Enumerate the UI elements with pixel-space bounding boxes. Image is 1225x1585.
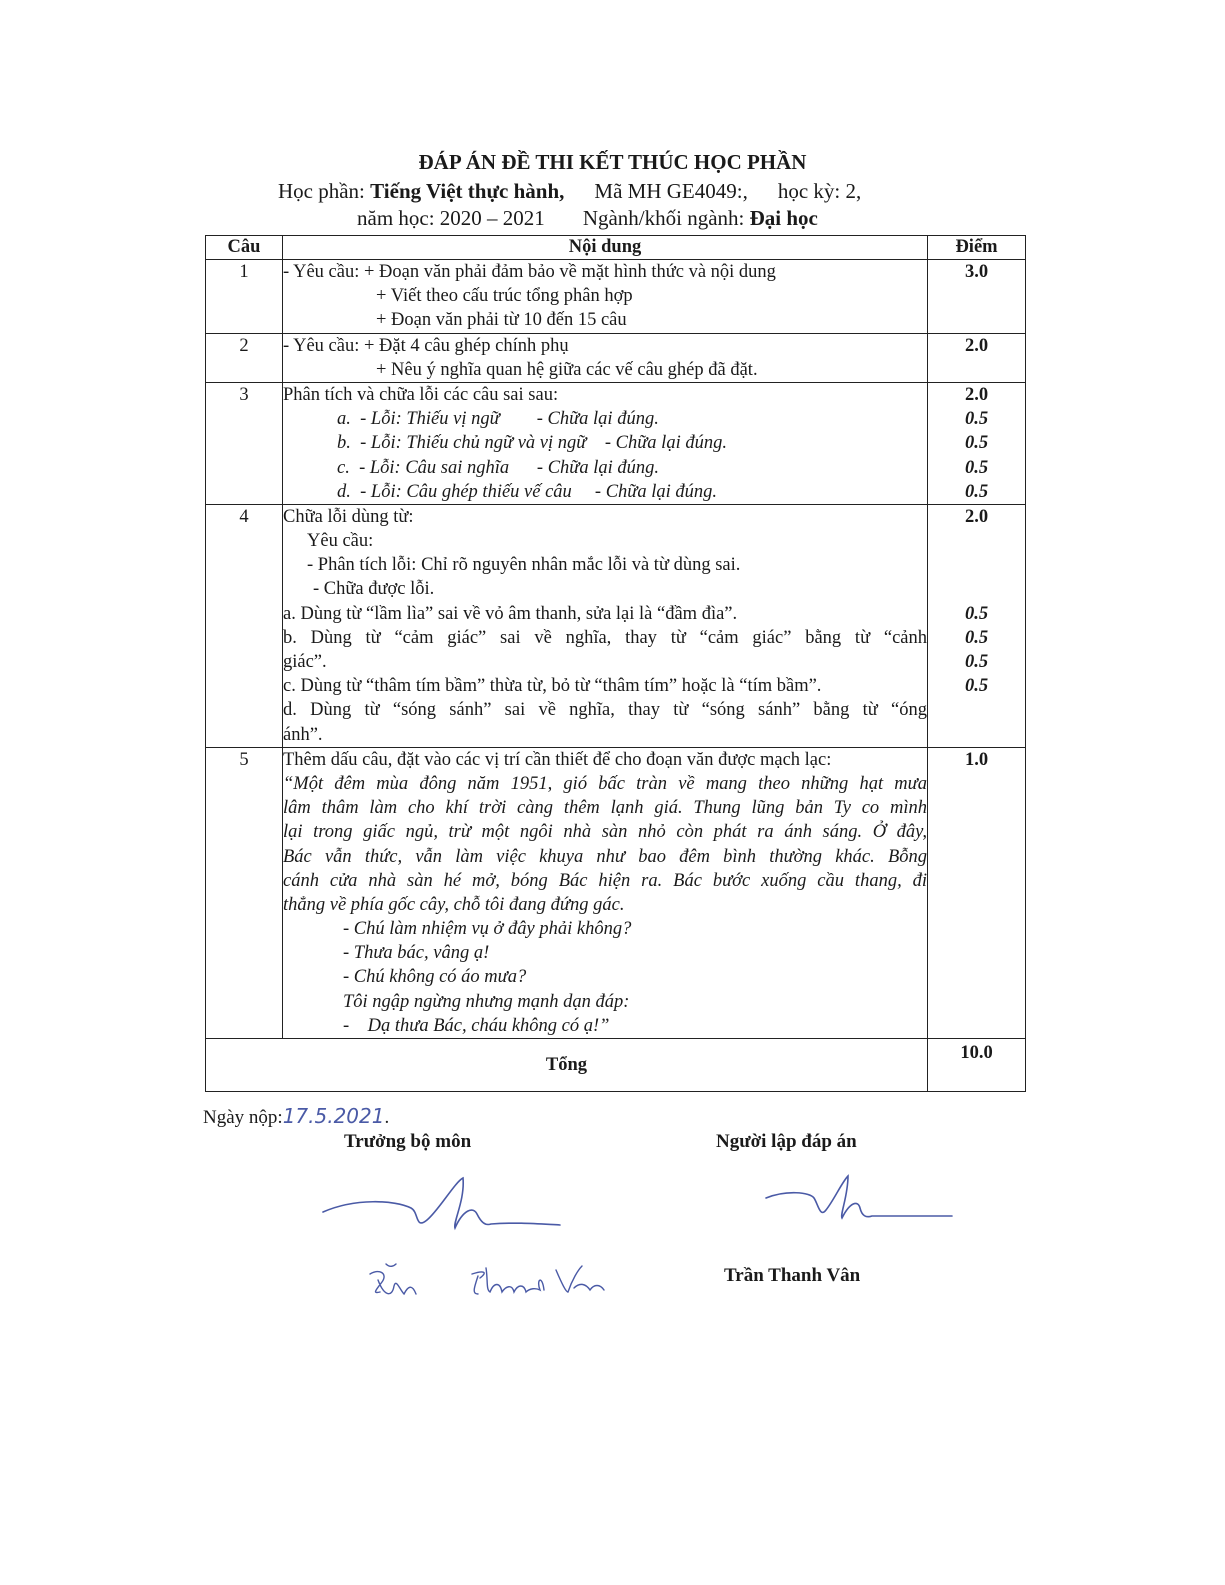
content-line: + Nêu ý nghĩa quan hệ giữa các vế câu ghép đã đặt. (376, 359, 758, 380)
content-line: Bác vẫn thức, vẫn làm việc khuya như bao đêm bình thường khác. Bỗng (283, 846, 927, 867)
date-value-handwritten: 17.5.2021 (282, 1104, 385, 1128)
author-title: Người lập đáp án (716, 1131, 857, 1152)
content-line: - Chú làm nhiệm vụ ở đây phải không? (343, 919, 632, 940)
content-line: - Dạ thưa Bác, cháu không có ạ!” (343, 1015, 610, 1036)
major-value: Đại học (749, 206, 818, 230)
question-score (928, 382, 1026, 504)
content-line: lâm thâm làm cho khí trời càng thêm lạnh giá. Thung lũng bản Ty co mình (283, 798, 927, 819)
question-number: 5 (206, 747, 283, 1038)
department-head-name-handwritten (360, 1260, 620, 1310)
content-line: Phân tích và chữa lỗi các câu sai sau: (283, 384, 559, 405)
content-line: c. Dùng từ “thâm tím bầm” thừa từ, bỏ từ “thâm tím” hoặc là “tím bầm”. (283, 676, 822, 697)
subject-name: Tiếng Việt thực hành, (370, 179, 565, 203)
header-question: Câu (206, 236, 283, 260)
content-line: - Chữa được lỗi. (313, 579, 435, 600)
content-line: Chữa lỗi dùng từ: (283, 506, 414, 527)
score-value: 1.0 (964, 749, 989, 770)
answer-table (205, 235, 1026, 1092)
score-value: 2.0 (964, 384, 989, 405)
table-row (206, 382, 1026, 504)
score-value: 2.0 (964, 506, 989, 527)
sub-score: 0.5 (964, 481, 989, 502)
department-head-title: Trưởng bộ môn (344, 1131, 472, 1152)
question-content (283, 333, 928, 382)
content-line: lại trong giấc ngủ, trừ một ngôi nhà sàn nhỏ còn phát ra ánh sáng. Ở đây, (283, 822, 927, 843)
date-label: Ngày nộp: (203, 1107, 283, 1128)
school-year: năm học: 2020 – 2021 (357, 206, 545, 230)
content-line: + Viết theo cấu trúc tổng phân hợp (376, 286, 633, 307)
score-value: 3.0 (964, 262, 989, 282)
sub-score: 0.5 (964, 433, 989, 454)
content-line: “Một đêm mùa đông năm 1951, gió bấc tràn về mang theo những hạt mưa (283, 773, 927, 794)
semester: học kỳ: 2, (777, 179, 862, 203)
table-header-row (206, 236, 1026, 260)
question-number: 3 (206, 382, 283, 504)
table-row (206, 260, 1026, 334)
course-code: Mã MH GE4049:, (594, 179, 748, 203)
content-line: b. Dùng từ “cảm giác” sai về nghĩa, thay từ “cảm giác” bằng từ “cảnh (283, 627, 927, 648)
table-row (206, 504, 1026, 747)
question-content (283, 747, 928, 1038)
year-line (357, 206, 818, 231)
sub-score: 0.5 (964, 652, 989, 672)
sub-score: 0.5 (964, 676, 989, 697)
sub-score: 0.5 (964, 627, 989, 648)
content-line: Tôi ngập ngừng nhưng mạnh dạn đáp: (343, 991, 630, 1012)
sub-score: 0.5 (964, 603, 989, 624)
sub-score: 0.5 (964, 409, 989, 430)
sub-score: 0.5 (964, 457, 989, 478)
content-line: Yêu cầu: (307, 531, 374, 552)
content-line: c. - Lỗi: Câu sai nghĩa - Chữa lại đúng. (337, 457, 660, 478)
header-content: Nội dung (283, 236, 928, 260)
table-row (206, 333, 1026, 382)
total-label: Tổng (206, 1039, 928, 1092)
document-title: ĐÁP ÁN ĐỀ THI KẾT THÚC HỌC PHẦN (418, 150, 807, 174)
content-line: a. Dùng từ “lầm lìa” sai về vỏ âm thanh, sửa lại là “đầm đìa”. (283, 603, 738, 624)
submission-date: Ngày nộp:17.5.2021. (203, 1104, 390, 1128)
question-number: 4 (206, 504, 283, 747)
content-line: thẳng về phía gốc cây, chỗ tôi đang đứng gác. (283, 894, 625, 915)
content-line: d. - Lỗi: Câu ghép thiếu vế câu - Chữa lại đúng. (337, 481, 718, 502)
content-line: - Yêu cầu: + Đoạn văn phải đảm bảo về mặt hình thức và nội dung (283, 262, 776, 282)
question-score (928, 504, 1026, 747)
header-score: Điểm (928, 236, 1026, 260)
content-line: cánh cửa nhà sàn hé mở, bóng Bác hiện ra. Bác bước xuống cầu thang, đi (283, 870, 927, 891)
department-head-signature (315, 1170, 575, 1240)
content-line: b. - Lỗi: Thiếu chủ ngữ và vị ngữ - Chữa lại đúng. (337, 433, 727, 454)
subject-line (278, 179, 861, 204)
author-signature (760, 1168, 960, 1228)
major-label: Ngành/khối ngành: (582, 206, 745, 230)
question-content (283, 382, 928, 504)
question-content (283, 260, 928, 334)
score-value: 2.0 (964, 335, 989, 356)
content-line: - Phân tích lỗi: Chỉ rõ nguyên nhân mắc lỗi và từ dùng sai. (307, 555, 741, 576)
content-line: giác”. (283, 652, 327, 672)
question-number: 1 (206, 260, 283, 334)
content-line: + Đoạn văn phải từ 10 đến 15 câu (376, 310, 627, 331)
total-score (928, 1039, 1026, 1092)
question-score (928, 260, 1026, 334)
subject-label: Học phần: (278, 179, 365, 203)
question-content (283, 504, 928, 747)
content-line: a. - Lỗi: Thiếu vị ngữ - Chữa lại đúng. (337, 409, 659, 430)
content-line: ánh”. (283, 724, 323, 745)
author-name: Trần Thanh Vân (724, 1265, 861, 1286)
content-line: - Yêu cầu: + Đặt 4 câu ghép chính phụ (283, 335, 569, 356)
table-row (206, 747, 1026, 1038)
question-score (928, 333, 1026, 382)
question-score (928, 747, 1026, 1038)
content-line: Thêm dấu câu, đặt vào các vị trí cần thiết để cho đoạn văn được mạch lạc: (283, 749, 832, 770)
total-score-value: 10.0 (960, 1043, 993, 1063)
content-line: d. Dùng từ “sóng sánh” sai về nghĩa, thay từ “sóng sánh” bằng từ “óng (283, 700, 927, 721)
content-line: - Thưa bác, vâng ạ! (343, 943, 490, 964)
question-number: 2 (206, 333, 283, 382)
total-row (206, 1039, 1026, 1092)
content-line: - Chú không có áo mưa? (343, 967, 527, 988)
